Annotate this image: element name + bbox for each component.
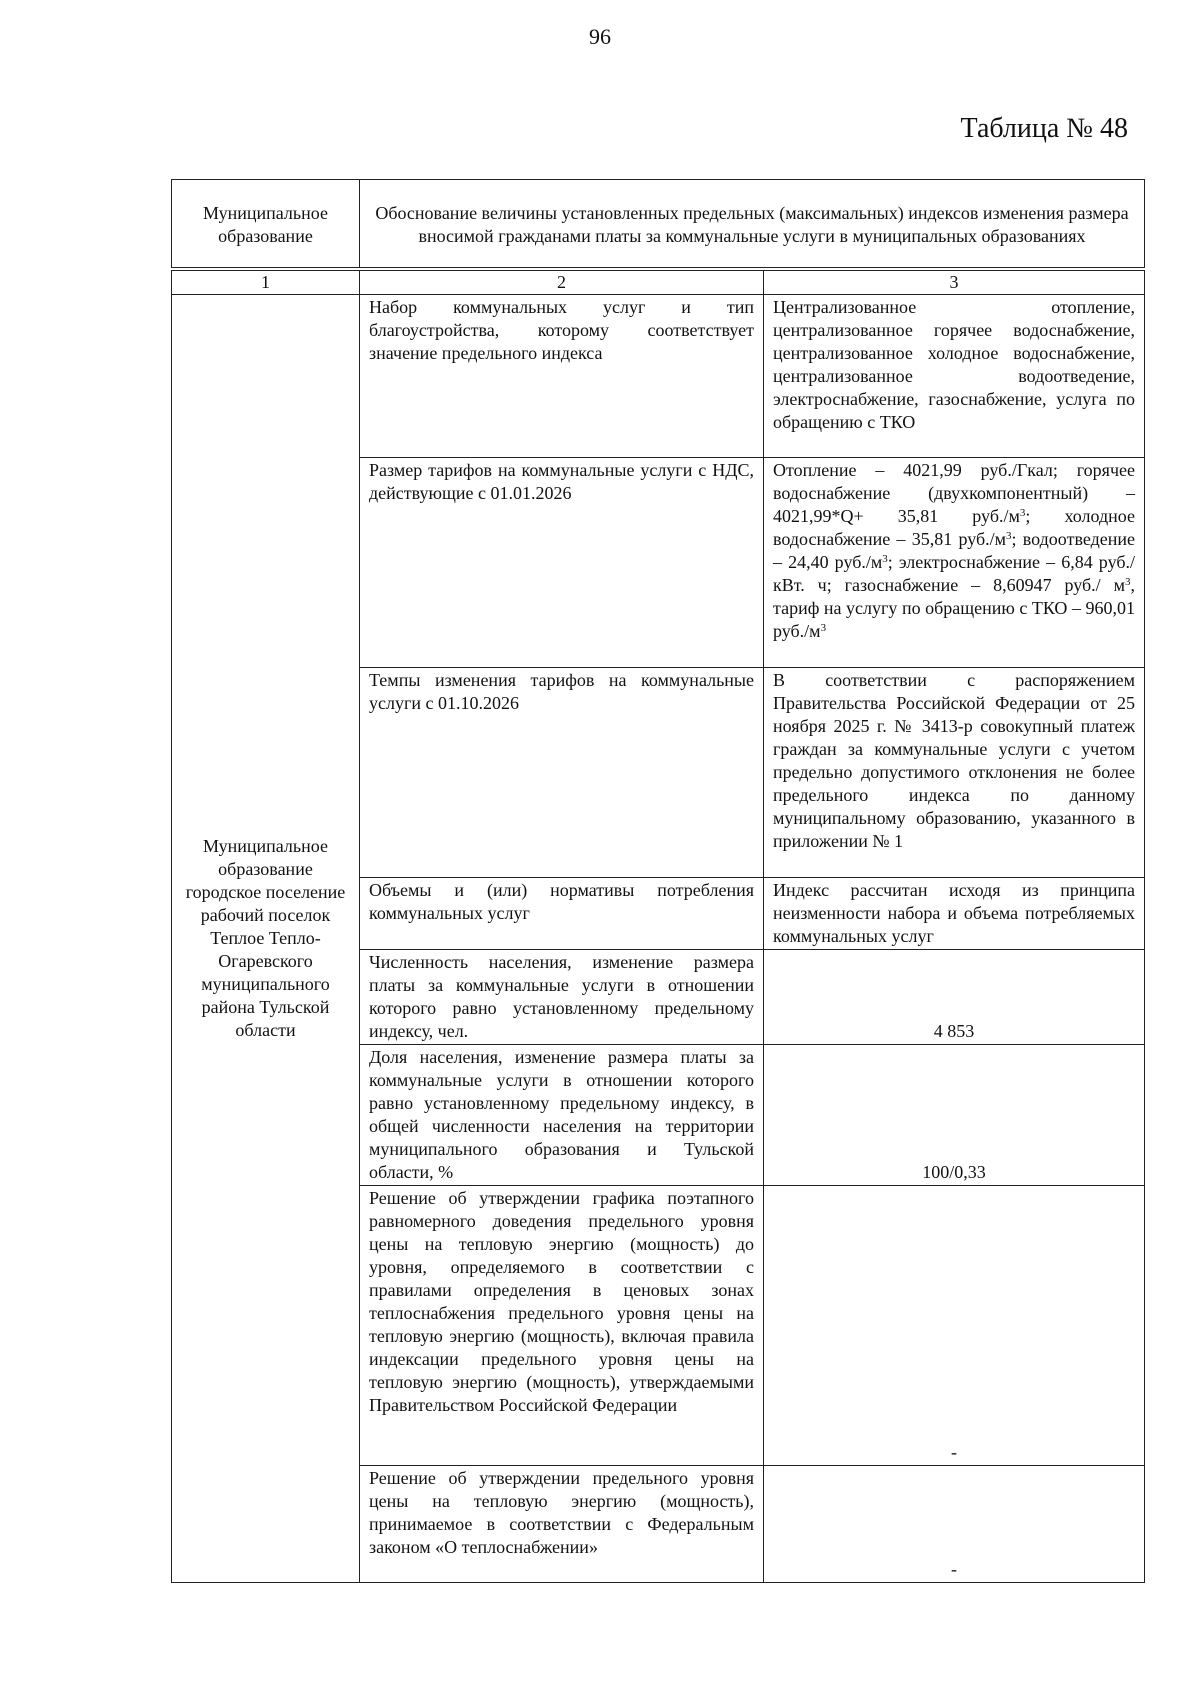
row-value: Индекс рассчитан исходя из принципа неизменности набора и объема потребляемых коммунальных услуг <box>764 878 1145 950</box>
tariff-text-part: Отопление – 4021,99 руб./Гкал; горячее водоснабжение (двухкомпонентный) – 4021,99*Q+ 35,81 руб./м <box>773 460 1135 526</box>
column-number-row <box>172 271 1145 295</box>
row-value: 100/0,33 <box>764 1045 1145 1186</box>
row-value: Централизованное отопление, централизованное горячее водоснабжение, централизованное холодное водоснабжение, централизованное водоотведение, электроснабжение, газоснабжение, услуга по обращению с ТКО <box>764 295 1145 458</box>
row-parameter: Доля населения, изменение размера платы за коммунальные услуги в отношении которого равно установленному предельному индексу, в общей численности населения на территории муниципального образования и Тульской области, % <box>360 1045 764 1186</box>
tariff-text-part: , тариф на услугу по обращению с ТКО – 960,01 руб./м <box>773 575 1135 641</box>
row-value: - <box>764 1186 1145 1466</box>
row-parameter: Численность населения, изменение размера платы за коммунальные услуги в отношении которого равно установленному предельному индексу, чел. <box>360 950 764 1045</box>
tariff-text-part: ; водоотведение – 24,40 руб./м <box>773 529 1135 572</box>
superscript: 3 <box>1125 576 1131 588</box>
column-number: 2 <box>360 271 764 295</box>
header-justification: Обоснование величины установленных предельных (максимальных) индексов изменения размера вносимой гражданами платы за коммунальные услуги в муниципальных образованиях <box>360 180 1145 268</box>
row-parameter: Размер тарифов на коммунальные услуги с НДС, действующие с 01.01.2026 <box>360 458 764 668</box>
superscript: 3 <box>820 622 827 634</box>
table-title: Таблица № 48 <box>960 113 1128 144</box>
row-value: 4 853 <box>764 950 1145 1045</box>
superscript: 3 <box>1019 507 1026 519</box>
row-value: В соответствии с распоряжением Правительства Российской Федерации от 25 ноября 2025 г. № 3413-р совокупный платеж граждан за коммунальные услуги с учетом предельно допустимого отклонения не более предельного индекса по данному муниципальному образованию, указанного в приложении № 1 <box>764 668 1145 878</box>
tariff-justification-table <box>171 179 1145 1583</box>
table-header-row <box>172 180 1145 268</box>
column-number: 3 <box>764 271 1145 295</box>
tariff-text-part: ; холодное водоснабжение – 35,81 руб./м <box>773 506 1135 549</box>
superscript: 3 <box>1006 530 1012 542</box>
row-value: - <box>764 1466 1145 1583</box>
row-parameter: Объемы и (или) нормативы потребления коммунальных услуг <box>360 878 764 950</box>
row-parameter: Решение об утверждении предельного уровня цены на тепловую энергию (мощность), принимаемое в соответствии с Федеральным законом «О теплоснабжении» <box>360 1466 764 1583</box>
row-parameter: Набор коммунальных услуг и тип благоустройства, которому соответствует значение предельного индекса <box>360 295 764 458</box>
row-parameter: Решение об утверждении графика поэтапного равномерного доведения предельного уровня цены на тепловую энергию (мощность) до уровня, определяемого в соответствии с правилами определения в ценовых зонах теплоснабжения предельного уровня цены на тепловую энергию (мощность), включая правила индексации предельного уровня цены на тепловую энергию (мощность), утверждаемыми Правительством Российской Федерации <box>360 1186 764 1466</box>
municipality-name: Муниципальное образование городское поселение рабочий поселок Теплое Тепло-Огаревского муниципального района Тульской области <box>172 295 360 1583</box>
row-parameter: Темпы изменения тарифов на коммунальные услуги с 01.10.2026 <box>360 668 764 878</box>
column-number: 1 <box>172 271 360 295</box>
header-municipality: Муниципальное образование <box>172 180 360 268</box>
row-value-tariffs <box>764 458 1145 668</box>
superscript: 3 <box>882 553 888 565</box>
page-number: 96 <box>589 24 611 49</box>
tariff-text-part: ; электроснабжение – 6,84 руб./кВт. ч; газоснабжение – 8,60947 руб./ м <box>773 552 1135 595</box>
table-row <box>172 295 1145 458</box>
